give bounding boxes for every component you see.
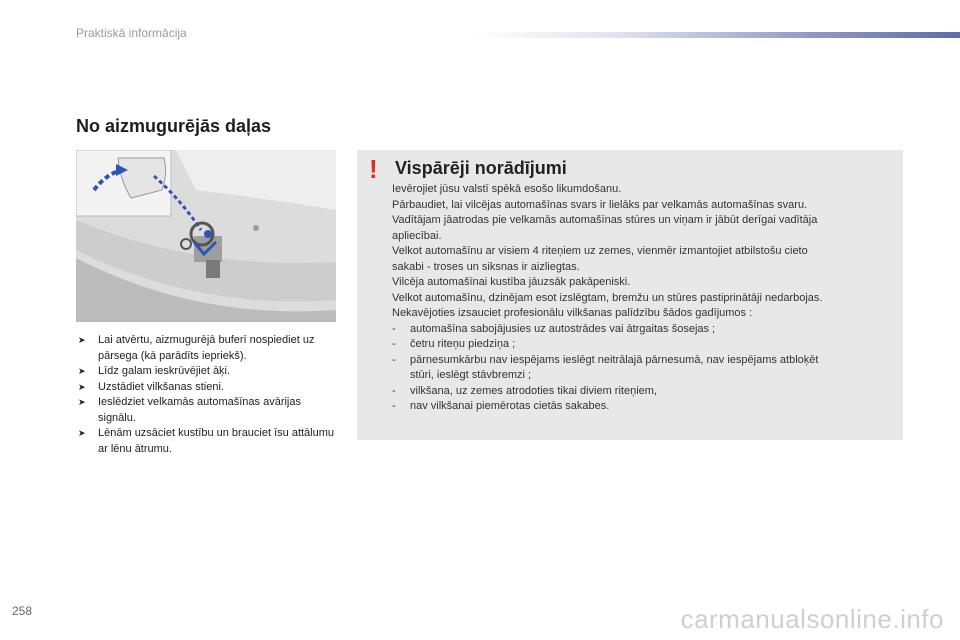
dash-bullet: - bbox=[392, 400, 396, 412]
watermark: carmanualsonline.info bbox=[680, 604, 944, 634]
steps-list bbox=[78, 333, 336, 457]
info-line: Vadītājam jāatrodas pie velkamās automašīnas stūres un viņam ir jābūt derīgai vadītāja bbox=[392, 214, 818, 226]
case-item bbox=[392, 399, 892, 415]
info-line: Ievērojiet jūsu valstī spēkā esošo likumdošanu. bbox=[392, 183, 622, 195]
header-accent-bar bbox=[470, 32, 960, 38]
case-continuation: stūri, ieslēgt stāvbremzi ; bbox=[410, 369, 532, 381]
arrow-right-icon: ➤ bbox=[78, 397, 86, 407]
list-item bbox=[78, 426, 336, 457]
case-item bbox=[392, 353, 892, 369]
info-title: Vispārēji norādījumi bbox=[395, 158, 567, 178]
case-text: pārnesumkārbu nav iespējams ieslēgt neitrālajā pārnesumā, nav iespējams atbloķēt bbox=[410, 353, 819, 366]
arrow-right-icon: ➤ bbox=[78, 381, 86, 392]
info-line: Nekavējoties izsauciet profesionālu vilkšanas palīdzību šādos gadījumos : bbox=[392, 307, 753, 319]
arrow-right-icon: ➤ bbox=[78, 335, 86, 345]
info-text bbox=[392, 182, 892, 415]
case-item bbox=[392, 337, 892, 353]
info-line: Vilcēja automašīnai kustība jāuzsāk pakāpeniski. bbox=[392, 276, 631, 288]
list-item bbox=[78, 364, 336, 380]
case-text: četru riteņu piedziņa ; bbox=[410, 338, 516, 350]
info-line: apliecībai. bbox=[392, 229, 442, 242]
tow-hook-illustration bbox=[76, 150, 336, 322]
list-item bbox=[78, 380, 336, 396]
case-text: automašīna sabojājusies uz autostrādes vai ātrgaitas šosejas ; bbox=[410, 322, 716, 335]
arrow-right-icon: ➤ bbox=[78, 428, 86, 438]
step-text: Lai atvērtu, aizmugurējā buferī nospiediet uz pārsega (kā parādīts iepriekš). bbox=[98, 334, 315, 362]
step-text: Lēnām uzsāciet kustību un brauciet īsu attālumu ar lēnu ātrumu. bbox=[98, 427, 335, 455]
header-title: Praktiskā informācija bbox=[76, 26, 187, 40]
info-line: sakabi - troses un siksnas ir aizliegtas. bbox=[392, 260, 580, 273]
exclamation-icon: ! bbox=[369, 154, 378, 184]
case-item bbox=[392, 322, 892, 338]
info-line: Pārbaudiet, lai vilcējas automašīnas svars ir lielāks par velkamās automašīnas svaru. bbox=[392, 198, 808, 211]
case-item bbox=[392, 384, 892, 400]
list-item bbox=[78, 395, 336, 426]
step-text: Līdz galam ieskrūvējiet āķi. bbox=[98, 365, 231, 377]
case-text: vilkšana, uz zemes atrodoties tikai diviem riteņiem, bbox=[410, 384, 657, 397]
dash-bullet: - bbox=[392, 384, 396, 397]
list-item bbox=[78, 333, 336, 364]
info-box bbox=[357, 150, 903, 440]
dash-bullet: - bbox=[392, 322, 396, 335]
dash-bullet: - bbox=[392, 353, 396, 366]
step-text: Uzstādiet vilkšanas stieni. bbox=[98, 380, 224, 393]
step-text: Ieslēdziet velkamās automašīnas avārijas signālu. bbox=[98, 396, 301, 424]
section-title: No aizmugurējās daļas bbox=[76, 116, 272, 136]
info-line: Velkot automašīnu, dzinējam esot izslēgtam, bremžu un stūres pastiprinātāji nedarbojas. bbox=[392, 291, 823, 304]
arrow-right-icon: ➤ bbox=[78, 366, 86, 376]
case-text: nav vilkšanai piemērotas cietās sakabes. bbox=[410, 400, 610, 412]
info-line: Velkot automašīnu ar visiem 4 riteņiem uz zemes, vienmēr izmantojiet atbilstošu cieto bbox=[392, 245, 808, 257]
dash-bullet: - bbox=[392, 338, 396, 350]
page-number: 258 bbox=[12, 604, 33, 618]
